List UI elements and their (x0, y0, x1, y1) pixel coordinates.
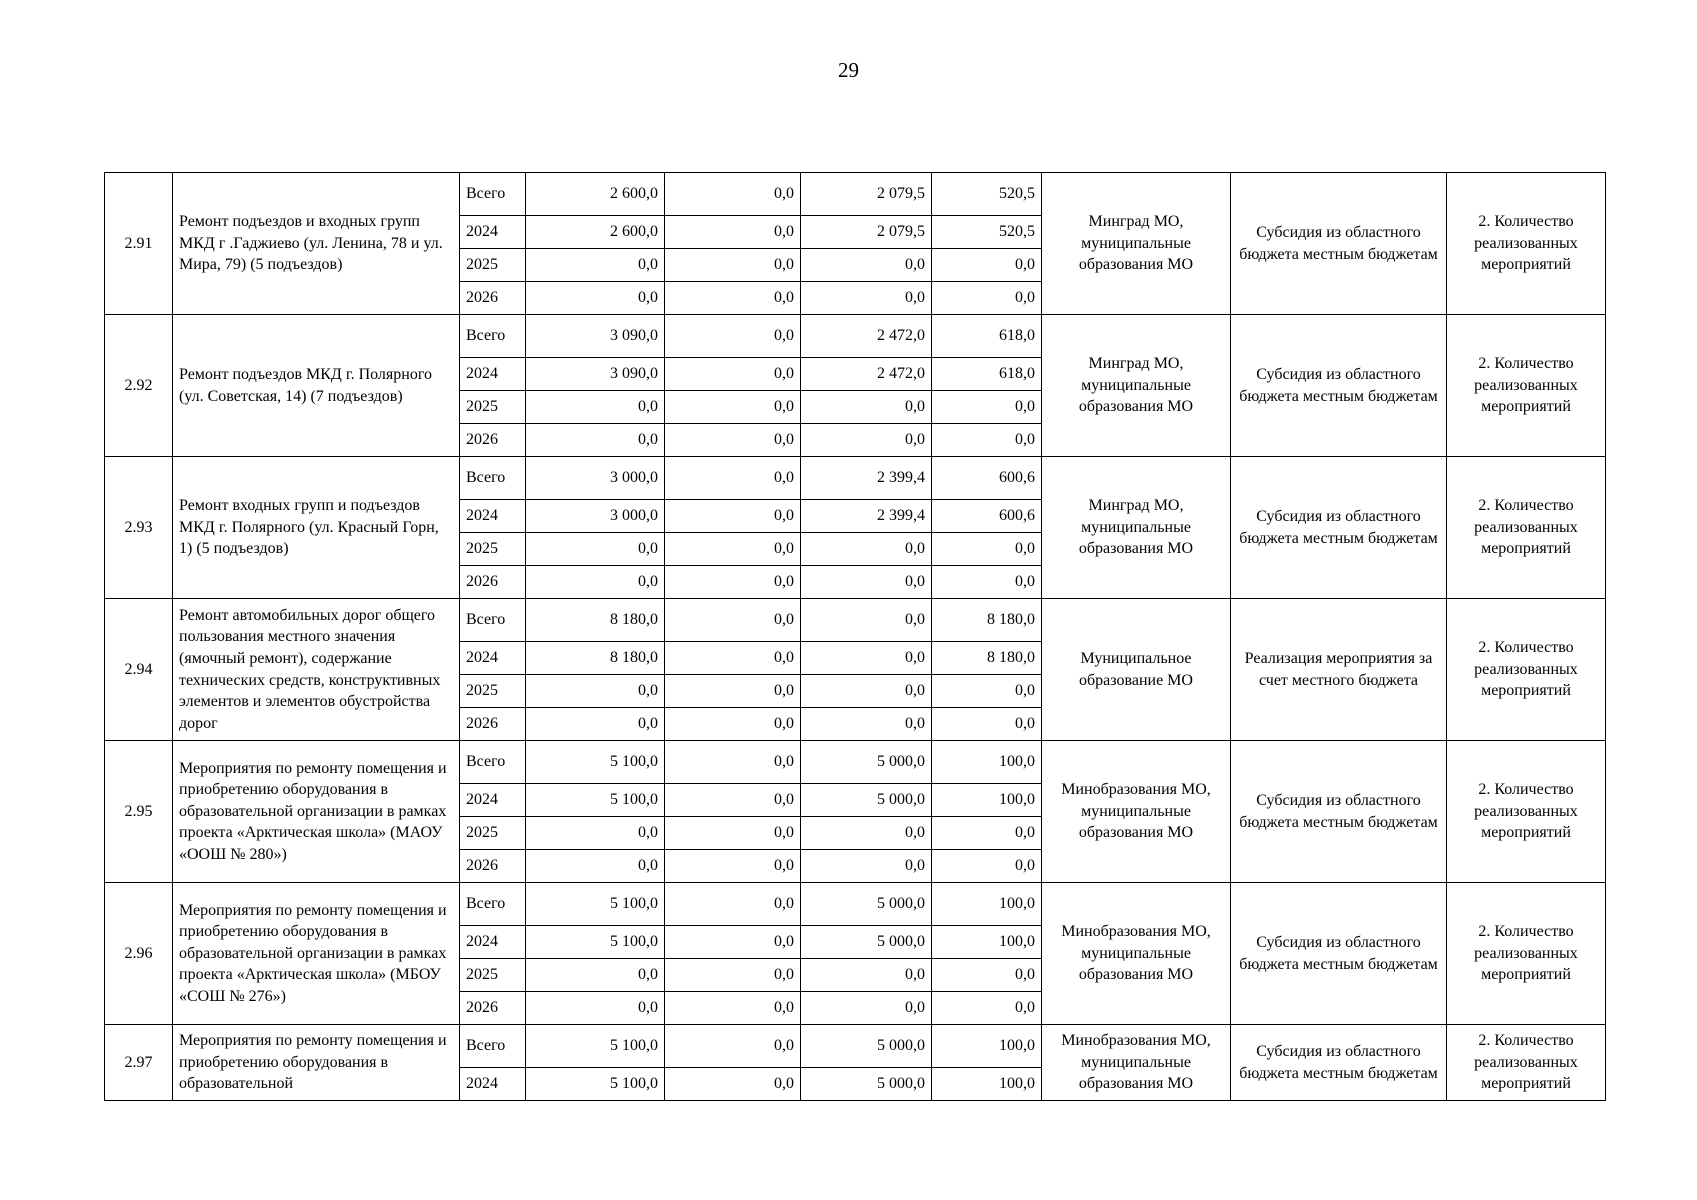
program-table (104, 172, 1606, 1101)
total-amount-cell: 8 180,0 (526, 642, 665, 675)
total-amount-cell: 0,0 (526, 424, 665, 457)
total-amount-cell: 8 180,0 (526, 599, 665, 642)
item-number: 2.96 (105, 883, 173, 1025)
year-cell: 2024 (460, 358, 526, 391)
year-cell: 2025 (460, 817, 526, 850)
federal-budget-cell: 0,0 (665, 599, 801, 642)
funding-source-cell: Субсидия из областного бюджета местным бюджетам (1231, 315, 1447, 457)
indicator-cell: 2. Количество реализованных мероприятий (1447, 1025, 1606, 1101)
federal-budget-cell: 0,0 (665, 992, 801, 1025)
year-cell: Всего (460, 457, 526, 500)
funding-source-cell: Субсидия из областного бюджета местным бюджетам (1231, 1025, 1447, 1101)
year-cell: Всего (460, 173, 526, 216)
year-cell: Всего (460, 599, 526, 642)
federal-budget-cell: 0,0 (665, 533, 801, 566)
table-row (105, 457, 1606, 500)
total-amount-cell: 5 100,0 (526, 1068, 665, 1101)
local-budget-cell: 100,0 (932, 1068, 1042, 1101)
local-budget-cell: 100,0 (932, 1025, 1042, 1068)
regional-budget-cell: 0,0 (801, 282, 932, 315)
federal-budget-cell: 0,0 (665, 216, 801, 249)
item-name: Мероприятия по ремонту помещения и приобретению оборудования в образовательной (173, 1025, 460, 1101)
federal-budget-cell: 0,0 (665, 817, 801, 850)
item-name: Ремонт входных групп и подъездов МКД г. Полярного (ул. Красный Горн, 1) (5 подъездов) (173, 457, 460, 599)
local-budget-cell: 600,6 (932, 457, 1042, 500)
table-body (105, 173, 1606, 1101)
total-amount-cell: 0,0 (526, 959, 665, 992)
page-number: 29 (838, 58, 859, 82)
year-cell: 2026 (460, 708, 526, 741)
executor-cell: Минобразования МО, муниципальные образования МО (1042, 883, 1231, 1025)
funding-source-cell: Субсидия из областного бюджета местным бюджетам (1231, 457, 1447, 599)
regional-budget-cell: 0,0 (801, 533, 932, 566)
regional-budget-cell: 0,0 (801, 992, 932, 1025)
local-budget-cell: 0,0 (932, 959, 1042, 992)
indicator-cell: 2. Количество реализованных мероприятий (1447, 599, 1606, 741)
funding-source-cell: Субсидия из областного бюджета местным бюджетам (1231, 883, 1447, 1025)
local-budget-cell: 618,0 (932, 315, 1042, 358)
local-budget-cell: 100,0 (932, 883, 1042, 926)
regional-budget-cell: 0,0 (801, 817, 932, 850)
year-cell: 2024 (460, 926, 526, 959)
year-cell: 2026 (460, 282, 526, 315)
item-number: 2.92 (105, 315, 173, 457)
regional-budget-cell: 0,0 (801, 675, 932, 708)
item-name: Мероприятия по ремонту помещения и приобретению оборудования в образовательной организации в рамках проекта «Арктическая школа» (МБОУ «СОШ № 276») (173, 883, 460, 1025)
federal-budget-cell: 0,0 (665, 959, 801, 992)
federal-budget-cell: 0,0 (665, 424, 801, 457)
table-row (105, 599, 1606, 642)
funding-source-cell: Реализация мероприятия за счет местного бюджета (1231, 599, 1447, 741)
federal-budget-cell: 0,0 (665, 926, 801, 959)
total-amount-cell: 0,0 (526, 391, 665, 424)
regional-budget-cell: 5 000,0 (801, 883, 932, 926)
executor-cell: Минобразования МО, муниципальные образования МО (1042, 1025, 1231, 1101)
total-amount-cell: 0,0 (526, 992, 665, 1025)
total-amount-cell: 3 090,0 (526, 358, 665, 391)
year-cell: 2024 (460, 1068, 526, 1101)
indicator-cell: 2. Количество реализованных мероприятий (1447, 741, 1606, 883)
year-cell: 2026 (460, 992, 526, 1025)
local-budget-cell: 0,0 (932, 533, 1042, 566)
regional-budget-cell: 2 472,0 (801, 315, 932, 358)
regional-budget-cell: 2 399,4 (801, 500, 932, 533)
total-amount-cell: 5 100,0 (526, 741, 665, 784)
federal-budget-cell: 0,0 (665, 282, 801, 315)
year-cell: Всего (460, 741, 526, 784)
local-budget-cell: 520,5 (932, 216, 1042, 249)
federal-budget-cell: 0,0 (665, 500, 801, 533)
year-cell: 2026 (460, 850, 526, 883)
total-amount-cell: 3 000,0 (526, 500, 665, 533)
indicator-cell: 2. Количество реализованных мероприятий (1447, 315, 1606, 457)
federal-budget-cell: 0,0 (665, 642, 801, 675)
local-budget-cell: 0,0 (932, 992, 1042, 1025)
local-budget-cell: 100,0 (932, 926, 1042, 959)
year-cell: 2025 (460, 959, 526, 992)
year-cell: Всего (460, 883, 526, 926)
regional-budget-cell: 0,0 (801, 599, 932, 642)
total-amount-cell: 0,0 (526, 850, 665, 883)
federal-budget-cell: 0,0 (665, 1068, 801, 1101)
funding-source-cell: Субсидия из областного бюджета местным бюджетам (1231, 173, 1447, 315)
total-amount-cell: 0,0 (526, 675, 665, 708)
regional-budget-cell: 2 079,5 (801, 216, 932, 249)
item-name: Ремонт подъездов и входных групп МКД г .Гаджиево (ул. Ленина, 78 и ул. Мира, 79) (5 подъездов) (173, 173, 460, 315)
year-cell: 2025 (460, 391, 526, 424)
regional-budget-cell: 0,0 (801, 708, 932, 741)
table-row (105, 173, 1606, 216)
regional-budget-cell: 2 399,4 (801, 457, 932, 500)
local-budget-cell: 0,0 (932, 391, 1042, 424)
item-name: Ремонт автомобильных дорог общего пользования местного значения (ямочный ремонт), содержание технических средств, конструктивных элементов и элементов обустройства дорог (173, 599, 460, 741)
total-amount-cell: 0,0 (526, 566, 665, 599)
total-amount-cell: 0,0 (526, 533, 665, 566)
regional-budget-cell: 2 472,0 (801, 358, 932, 391)
local-budget-cell: 100,0 (932, 784, 1042, 817)
executor-cell: Минград МО, муниципальные образования МО (1042, 173, 1231, 315)
indicator-cell: 2. Количество реализованных мероприятий (1447, 173, 1606, 315)
total-amount-cell: 0,0 (526, 817, 665, 850)
federal-budget-cell: 0,0 (665, 784, 801, 817)
regional-budget-cell: 0,0 (801, 642, 932, 675)
federal-budget-cell: 0,0 (665, 173, 801, 216)
federal-budget-cell: 0,0 (665, 741, 801, 784)
year-cell: 2026 (460, 566, 526, 599)
regional-budget-cell: 5 000,0 (801, 741, 932, 784)
federal-budget-cell: 0,0 (665, 883, 801, 926)
item-name: Ремонт подъездов МКД г. Полярного (ул. Советская, 14) (7 подъездов) (173, 315, 460, 457)
year-cell: 2024 (460, 784, 526, 817)
regional-budget-cell: 2 079,5 (801, 173, 932, 216)
regional-budget-cell: 5 000,0 (801, 926, 932, 959)
total-amount-cell: 0,0 (526, 249, 665, 282)
indicator-cell: 2. Количество реализованных мероприятий (1447, 457, 1606, 599)
table-row (105, 741, 1606, 784)
item-number: 2.93 (105, 457, 173, 599)
item-number: 2.94 (105, 599, 173, 741)
local-budget-cell: 618,0 (932, 358, 1042, 391)
item-number: 2.91 (105, 173, 173, 315)
year-cell: Всего (460, 315, 526, 358)
executor-cell: Минобразования МО, муниципальные образования МО (1042, 741, 1231, 883)
local-budget-cell: 0,0 (932, 708, 1042, 741)
total-amount-cell: 5 100,0 (526, 883, 665, 926)
local-budget-cell: 8 180,0 (932, 599, 1042, 642)
local-budget-cell: 600,6 (932, 500, 1042, 533)
table-row (105, 883, 1606, 926)
item-number: 2.95 (105, 741, 173, 883)
executor-cell: Муниципальное образование МО (1042, 599, 1231, 741)
total-amount-cell: 3 090,0 (526, 315, 665, 358)
executor-cell: Минград МО, муниципальные образования МО (1042, 315, 1231, 457)
federal-budget-cell: 0,0 (665, 249, 801, 282)
regional-budget-cell: 0,0 (801, 424, 932, 457)
total-amount-cell: 2 600,0 (526, 216, 665, 249)
federal-budget-cell: 0,0 (665, 708, 801, 741)
local-budget-cell: 0,0 (932, 249, 1042, 282)
year-cell: 2024 (460, 500, 526, 533)
total-amount-cell: 5 100,0 (526, 784, 665, 817)
year-cell: 2026 (460, 424, 526, 457)
year-cell: 2024 (460, 216, 526, 249)
total-amount-cell: 0,0 (526, 708, 665, 741)
year-cell: 2025 (460, 249, 526, 282)
local-budget-cell: 0,0 (932, 675, 1042, 708)
regional-budget-cell: 0,0 (801, 850, 932, 883)
regional-budget-cell: 0,0 (801, 959, 932, 992)
executor-cell: Минград МО, муниципальные образования МО (1042, 457, 1231, 599)
federal-budget-cell: 0,0 (665, 1025, 801, 1068)
local-budget-cell: 0,0 (932, 850, 1042, 883)
year-cell: 2024 (460, 642, 526, 675)
regional-budget-cell: 5 000,0 (801, 1025, 932, 1068)
federal-budget-cell: 0,0 (665, 391, 801, 424)
total-amount-cell: 5 100,0 (526, 926, 665, 959)
local-budget-cell: 520,5 (932, 173, 1042, 216)
local-budget-cell: 0,0 (932, 566, 1042, 599)
local-budget-cell: 8 180,0 (932, 642, 1042, 675)
federal-budget-cell: 0,0 (665, 850, 801, 883)
federal-budget-cell: 0,0 (665, 457, 801, 500)
local-budget-cell: 0,0 (932, 817, 1042, 850)
federal-budget-cell: 0,0 (665, 315, 801, 358)
federal-budget-cell: 0,0 (665, 358, 801, 391)
regional-budget-cell: 0,0 (801, 566, 932, 599)
regional-budget-cell: 5 000,0 (801, 1068, 932, 1101)
year-cell: 2025 (460, 675, 526, 708)
year-cell: 2025 (460, 533, 526, 566)
local-budget-cell: 0,0 (932, 424, 1042, 457)
local-budget-cell: 0,0 (932, 282, 1042, 315)
year-cell: Всего (460, 1025, 526, 1068)
local-budget-cell: 100,0 (932, 741, 1042, 784)
total-amount-cell: 3 000,0 (526, 457, 665, 500)
funding-source-cell: Субсидия из областного бюджета местным бюджетам (1231, 741, 1447, 883)
regional-budget-cell: 0,0 (801, 249, 932, 282)
total-amount-cell: 0,0 (526, 282, 665, 315)
total-amount-cell: 2 600,0 (526, 173, 665, 216)
total-amount-cell: 5 100,0 (526, 1025, 665, 1068)
table-row (105, 1025, 1606, 1068)
item-name: Мероприятия по ремонту помещения и приобретению оборудования в образовательной организации в рамках проекта «Арктическая школа» (МАОУ «ООШ № 280») (173, 741, 460, 883)
federal-budget-cell: 0,0 (665, 675, 801, 708)
regional-budget-cell: 5 000,0 (801, 784, 932, 817)
indicator-cell: 2. Количество реализованных мероприятий (1447, 883, 1606, 1025)
regional-budget-cell: 0,0 (801, 391, 932, 424)
item-number: 2.97 (105, 1025, 173, 1101)
table-row (105, 315, 1606, 358)
federal-budget-cell: 0,0 (665, 566, 801, 599)
